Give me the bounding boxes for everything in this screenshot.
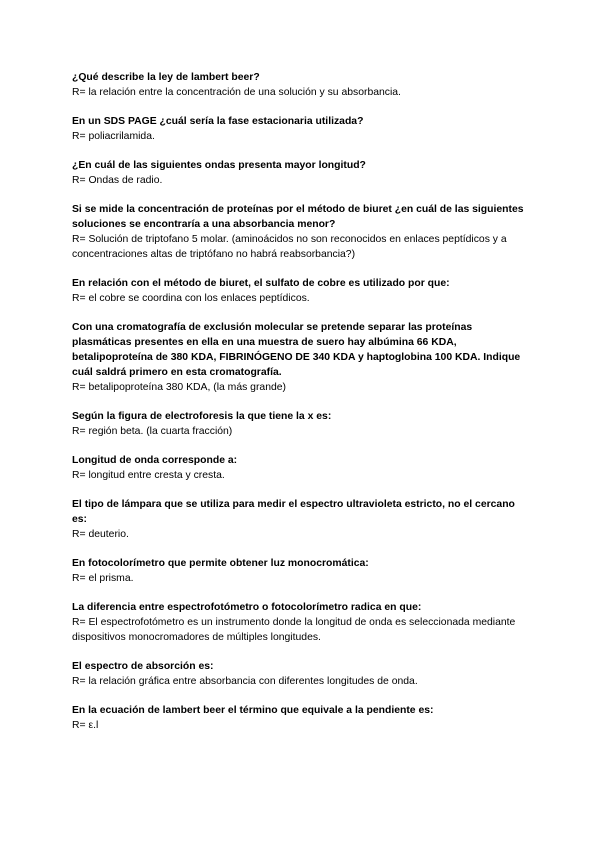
question-text: En un SDS PAGE ¿cuál sería la fase estacionaria utilizada? — [72, 116, 364, 127]
question-text: En relación con el método de biuret, el sulfato de cobre es utilizado por que: — [72, 278, 450, 289]
answer-text: R= longitud entre cresta y cresta. — [72, 470, 225, 481]
qa-item — [72, 497, 530, 542]
qa-item — [72, 320, 530, 395]
question-text: ¿Qué describe la ley de lambert beer? — [72, 72, 260, 83]
answer-text: R= ε.l — [72, 720, 99, 731]
qa-item — [72, 70, 530, 100]
answer-text: R= poliacrilamida. — [72, 131, 155, 142]
question-text: Con una cromatografía de exclusión molecular se pretende separar las proteínas plasmáticas presentes en ella en una muestra de suero hay albúmina 66 KDA, betalipoproteína de 380 KDA, FIBRINÓGENO DE 340 KDA y haptoglobina 100 KDA. Indique cuál saldrá primero en esta cromatografía. — [72, 322, 521, 378]
qa-item — [72, 202, 530, 262]
qa-item — [72, 114, 530, 144]
qa-item — [72, 703, 530, 733]
answer-text: R= el prisma. — [72, 573, 134, 584]
question-text: Si se mide la concentración de proteínas por el método de biuret ¿en cuál de las siguientes soluciones se encontraría a una absorbancia menor? — [72, 204, 524, 230]
question-text: Longitud de onda corresponde a: — [72, 455, 238, 466]
qa-item — [72, 158, 530, 188]
answer-text: R= deuterio. — [72, 529, 129, 540]
answer-text: R= la relación gráfica entre absorbancia con diferentes longitudes de onda. — [72, 676, 418, 687]
question-text: La diferencia entre espectrofotómetro o fotocolorímetro radica en que: — [72, 602, 422, 613]
question-text: ¿En cuál de las siguientes ondas presenta mayor longitud? — [72, 160, 366, 171]
answer-text: R= El espectrofotómetro es un instrumento donde la longitud de onda es seleccionada mediante dispositivos monocromadores de múltiples longitudes. — [72, 617, 516, 643]
question-text: En fotocolorímetro que permite obtener luz monocromática: — [72, 558, 369, 569]
answer-text: R= Solución de triptofano 5 molar. (aminoácidos no son reconocidos en enlaces peptídicos y a concentraciones altas de triptófano no habrá reabsorbancia?) — [72, 234, 507, 260]
qa-item — [72, 556, 530, 586]
answer-text: R= betalipoproteína 380 KDA, (la más grande) — [72, 382, 286, 393]
answer-text: R= el cobre se coordina con los enlaces peptídicos. — [72, 293, 310, 304]
question-text: El espectro de absorción es: — [72, 661, 214, 672]
qa-item — [72, 276, 530, 306]
qa-item — [72, 600, 530, 645]
question-text: El tipo de lámpara que se utiliza para medir el espectro ultravioleta estricto, no el cercano es: — [72, 499, 515, 525]
answer-text: R= Ondas de radio. — [72, 175, 163, 186]
question-text: Según la figura de electroforesis la que tiene la x es: — [72, 411, 332, 422]
qa-item — [72, 659, 530, 689]
answer-text: R= la relación entre la concentración de una solución y su absorbancia. — [72, 87, 401, 98]
document-page — [72, 70, 530, 747]
answer-text: R= región beta. (la cuarta fracción) — [72, 426, 233, 437]
question-text: En la ecuación de lambert beer el término que equivale a la pendiente es: — [72, 705, 434, 716]
qa-item — [72, 409, 530, 439]
qa-item — [72, 453, 530, 483]
